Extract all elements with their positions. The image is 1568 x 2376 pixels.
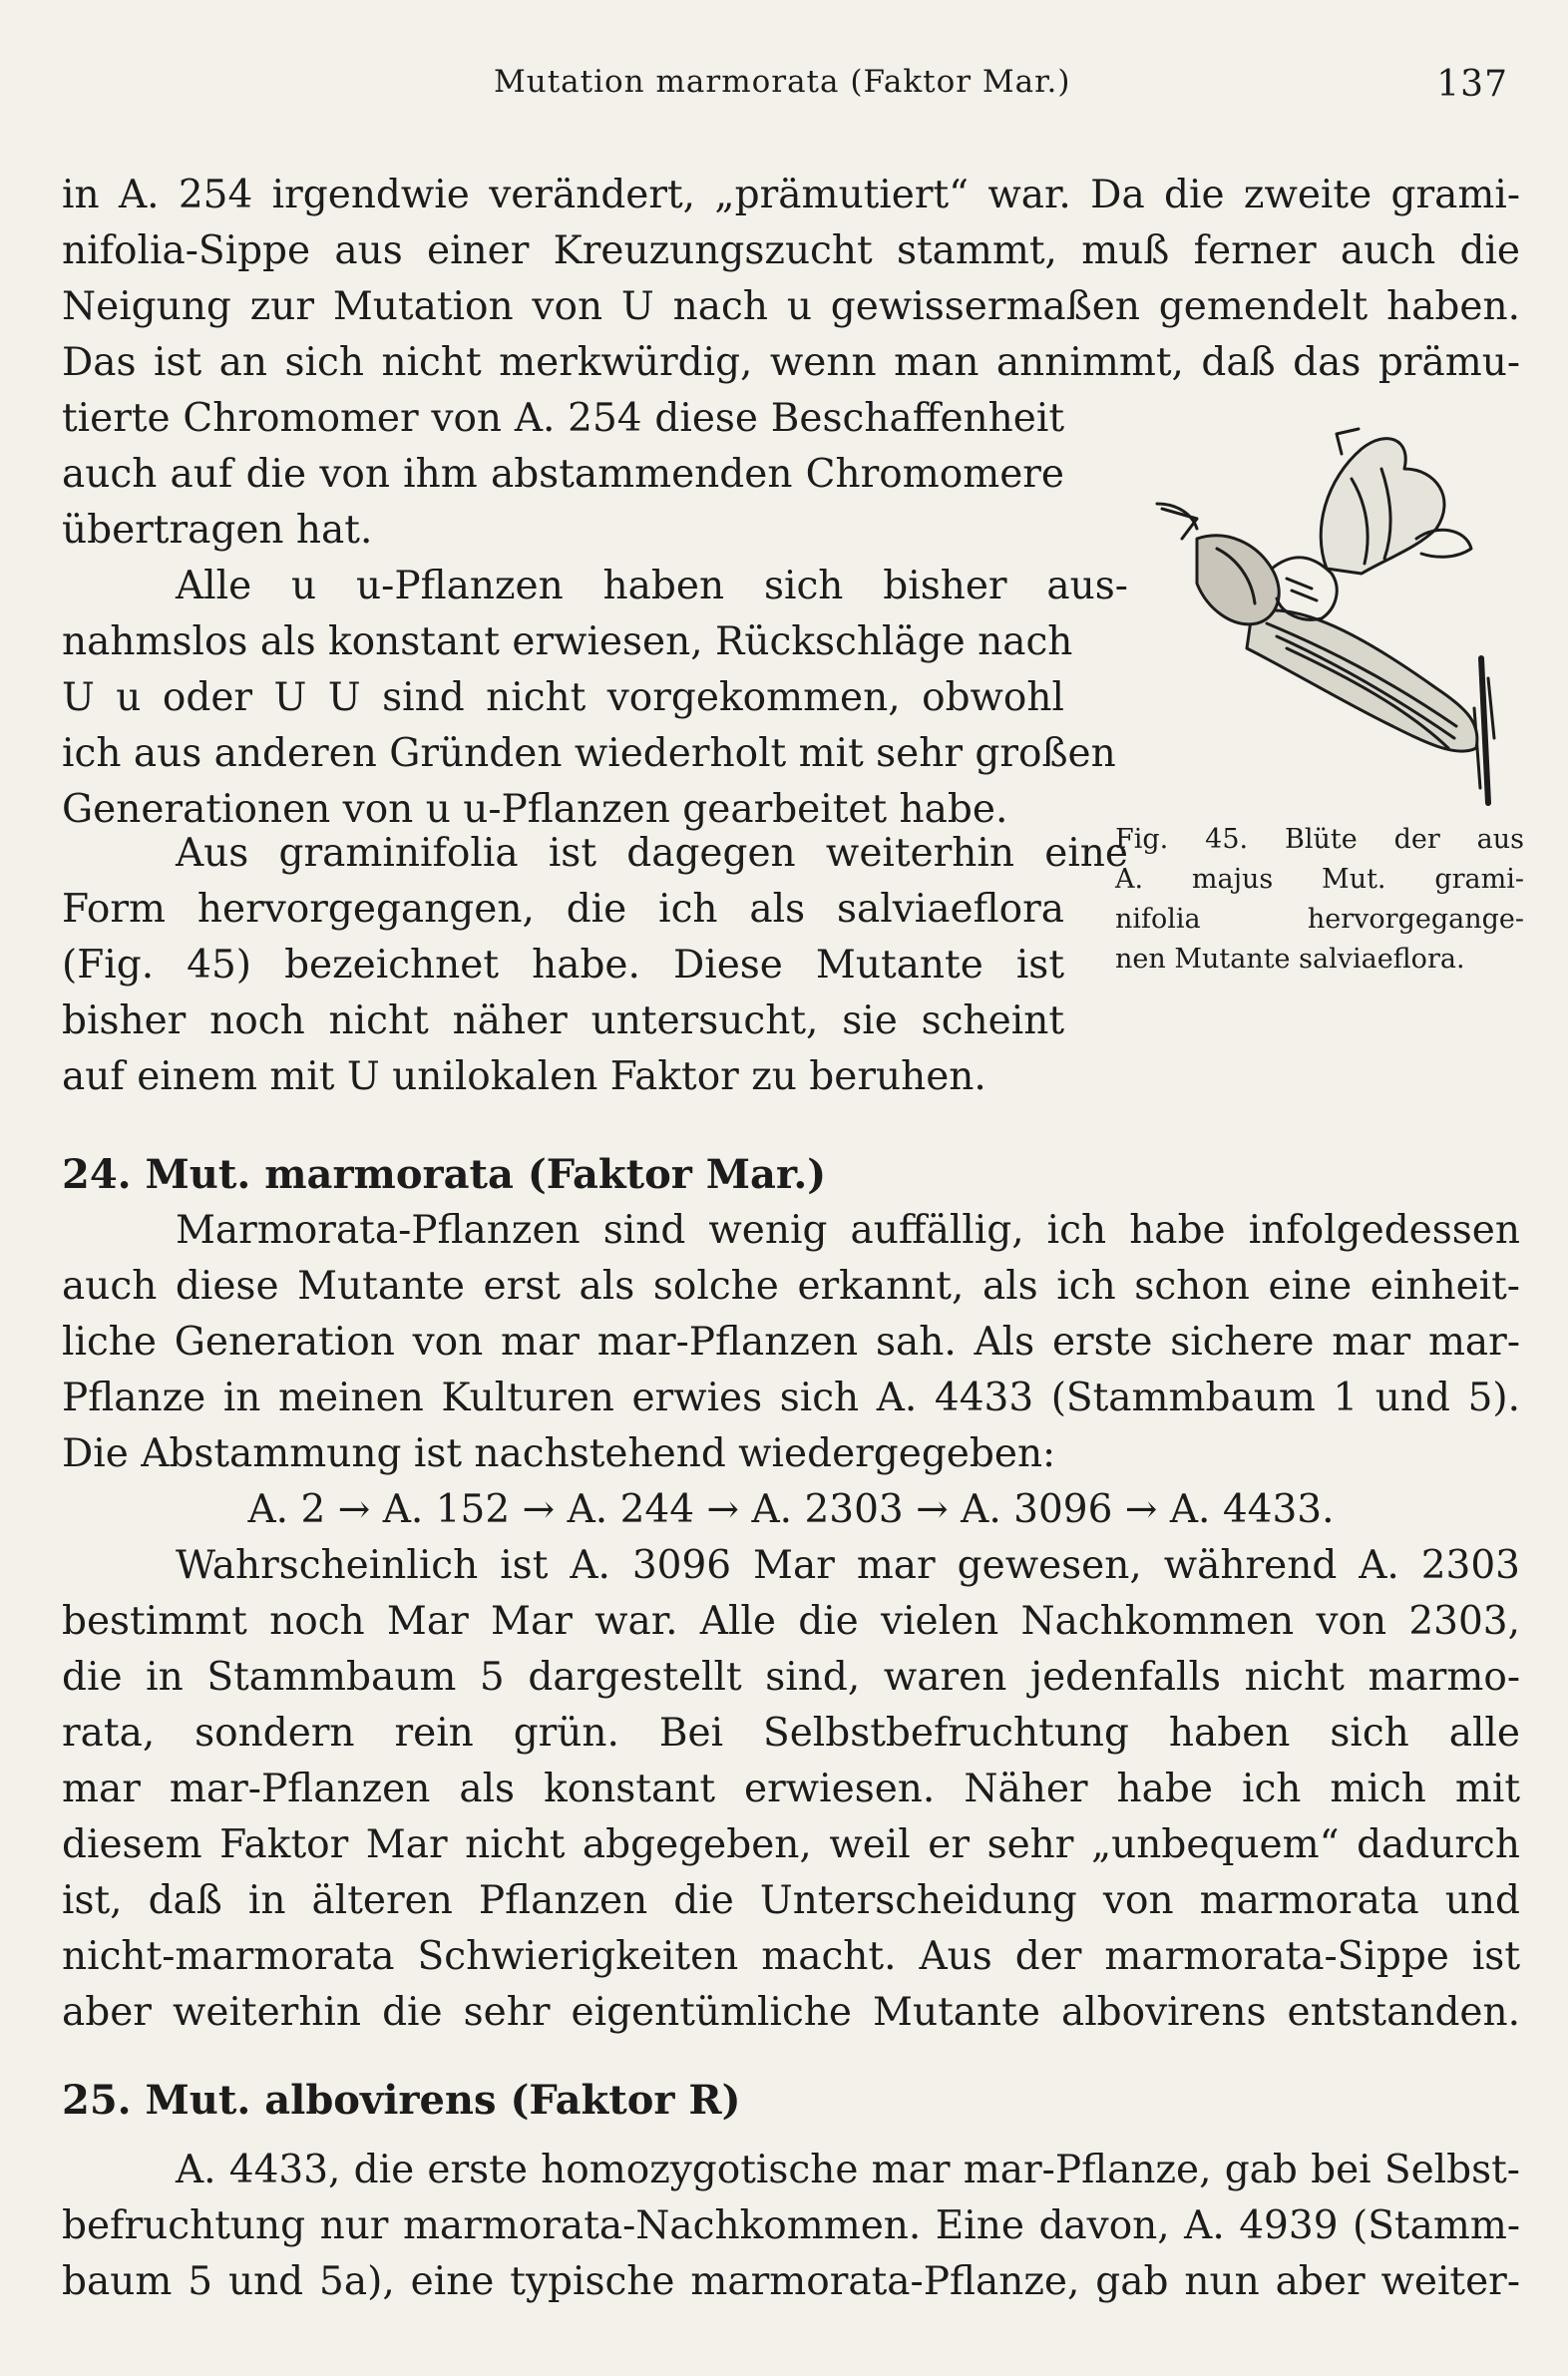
text-line: (Fig. 45) bezeichnet habe. Diese Mutante ist [62, 943, 1064, 988]
text-line: Pflanze in meinen Kulturen erwies sich A. 4433 (Stammbaum 1 und 5). [62, 1376, 1520, 1420]
text-line: diesem Faktor Mar nicht abgegeben, weil er sehr „unbequem“ dadurch [62, 1822, 1520, 1867]
text-line: die in Stammbaum 5 dargestellt sind, waren jedenfalls nicht marmo- [62, 1655, 1520, 1700]
text-line: baum 5 und 5a), eine typische marmorata-Pflanze, gab nun aber weiter- [62, 2259, 1520, 2304]
text-line: nifolia-Sippe aus einer Kreuzungszucht stammt, muß ferner auch die [62, 228, 1520, 273]
section-heading-25: 25. Mut. albovirens (Faktor R) [62, 2077, 741, 2124]
text-line: bestimmt noch Mar Mar war. Alle die vielen Nachkommen von 2303, [62, 1599, 1520, 1644]
text-line: aber weiterhin die sehr eigentümliche Mutante albovirens entstanden. [62, 1990, 1520, 2035]
text-line: Form hervorgegangen, die ich als salviaeflora [62, 887, 1064, 932]
text-line: mar mar-Pflanzen als konstant erwiesen. Näher habe ich mich mit [62, 1767, 1520, 1811]
text-line: ich aus anderen Gründen wiederholt mit sehr großen [62, 731, 1116, 776]
text-line: Wahrscheinlich ist A. 3096 Mar mar gewesen, während A. 2303 [176, 1543, 1520, 1588]
text-line: Das ist an sich nicht merkwürdig, wenn man annimmt, daß das prämu- [62, 340, 1520, 385]
text-line: U u oder U U sind nicht vorgekommen, obwohl [62, 675, 1064, 720]
text-line: nahmslos als konstant erwiesen, Rückschläge nach [62, 619, 1073, 664]
caption-line: A. majus Mut. grami- [1115, 864, 1524, 895]
text-line: befruchtung nur marmorata-Nachkommen. Eine davon, A. 4939 (Stamm- [62, 2203, 1520, 2248]
text-line: liche Generation von mar mar-Pflanzen sah. Als erste sichere mar mar- [62, 1320, 1520, 1365]
running-title: Mutation marmorata (Faktor Mar.) [494, 64, 1071, 100]
text-line: Marmorata-Pflanzen sind wenig auffällig, ich habe infolgedessen [176, 1208, 1520, 1253]
page-number: 137 [1436, 64, 1508, 105]
text-line: übertragen hat. [62, 508, 373, 553]
text-line: Alle u u-Pflanzen haben sich bisher aus- [176, 564, 1128, 608]
text-line: Die Abstammung ist nachstehend wiedergegeben: [62, 1431, 1056, 1476]
text-line: nicht-marmorata Schwierigkeiten macht. Aus der marmorata-Sippe ist [62, 1934, 1520, 1979]
figure-caption [1115, 820, 1524, 980]
text-line: bisher noch nicht näher untersucht, sie scheint [62, 998, 1064, 1043]
text-line: auch diese Mutante erst als solche erkannt, als ich schon eine einheit- [62, 1264, 1520, 1309]
text-line: ist, daß in älteren Pflanzen die Unterscheidung von marmorata und [62, 1878, 1520, 1923]
section-heading-24: 24. Mut. marmorata (Faktor Mar.) [62, 1151, 827, 1198]
lineage-line: A. 2 → A. 152 → A. 244 → A. 2303 → A. 3096 → A. 4433. [247, 1487, 1335, 1532]
text-line: in A. 254 irgendwie verändert, „prämutiert“ war. Da die zweite grami- [62, 173, 1520, 217]
snapdragon-flower-icon [1137, 409, 1526, 818]
text-line: auf einem mit U unilokalen Faktor zu beruhen. [62, 1054, 986, 1099]
text-line: Generationen von u u-Pflanzen gearbeitet habe. [62, 787, 1008, 832]
caption-line: Fig. 45. Blüte der aus [1115, 824, 1524, 855]
text-line: tierte Chromomer von A. 254 diese Beschaffenheit [62, 396, 1064, 441]
caption-line: nen Mutante salviaeflora. [1115, 944, 1465, 975]
text-line: rata, sondern rein grün. Bei Selbstbefruchtung haben sich alle [62, 1711, 1520, 1756]
caption-line: nifolia hervorgegange- [1115, 904, 1524, 935]
text-line: A. 4433, die erste homozygotische mar mar-Pflanze, gab bei Selbst- [176, 2148, 1520, 2192]
text-line: auch auf die von ihm abstammenden Chromomere [62, 452, 1064, 497]
text-line: Neigung zur Mutation von U nach u gewissermaßen gemendelt haben. [62, 284, 1520, 329]
text-line: Aus graminifolia ist dagegen weiterhin eine [176, 831, 1128, 876]
